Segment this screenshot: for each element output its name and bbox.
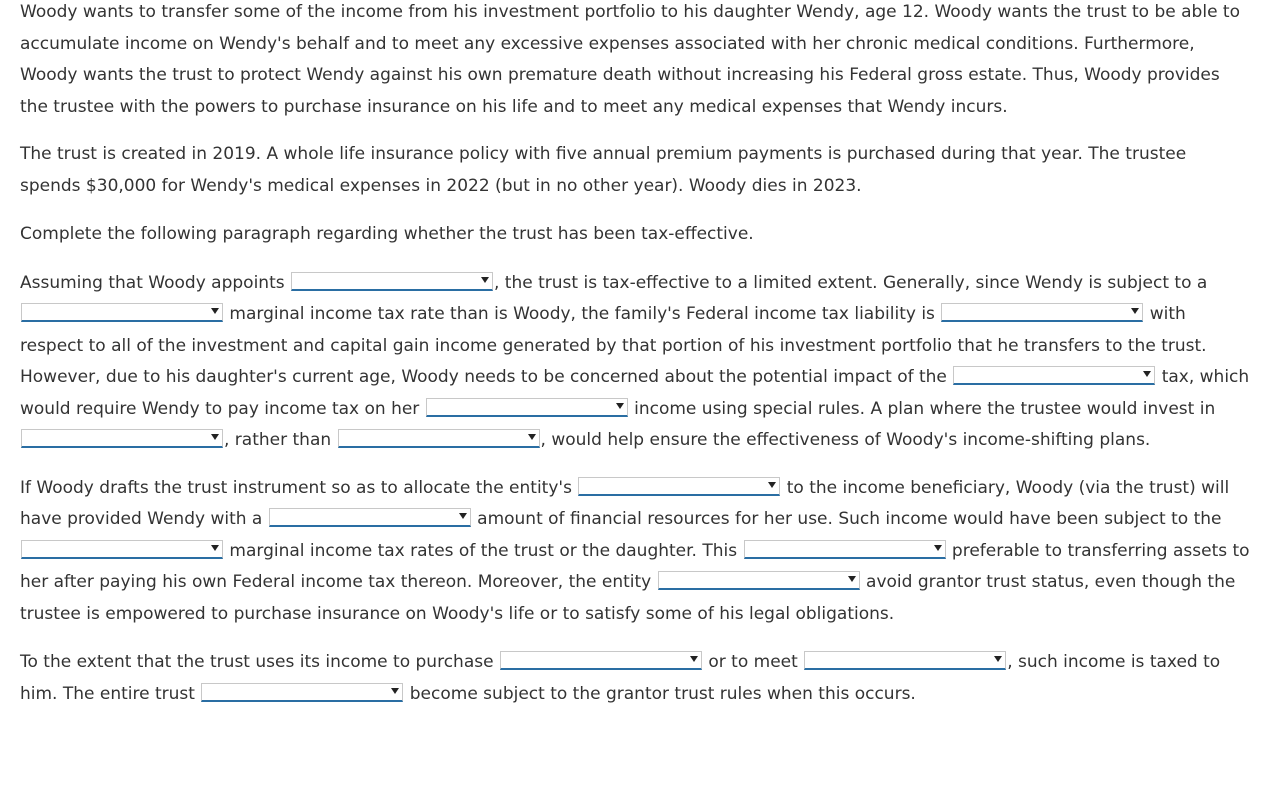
- dropdown-obligation[interactable]: [804, 651, 1006, 670]
- chevron-down-icon: [211, 308, 219, 314]
- paragraph-text: To the extent that the trust uses its income to purchase: [20, 652, 494, 672]
- dropdown-investment-alternative[interactable]: [338, 429, 540, 448]
- chevron-down-icon: [1143, 371, 1151, 377]
- chevron-down-icon: [459, 513, 467, 519]
- fill-in-paragraph-3: [20, 647, 1250, 710]
- paragraph-text: become subject to the grantor trust rules when this occurs.: [409, 683, 916, 704]
- dropdown-grantor-status[interactable]: [658, 571, 860, 590]
- paragraph-text: amount of financial resources for her use. Such income would have been subject to the: [477, 509, 1222, 529]
- paragraph-text: income using special rules. A plan where the trustee would invest in: [634, 398, 1216, 419]
- dropdown-trust-status[interactable]: [201, 683, 403, 702]
- chevron-down-icon: [528, 434, 536, 440]
- instruction-paragraph: Complete the following paragraph regarding whether the trust has been tax-effective.: [20, 224, 754, 244]
- paragraph-text: If Woody drafts the trust instrument so as to allocate the entity's: [20, 477, 572, 498]
- chevron-down-icon: [994, 656, 1002, 662]
- paragraph-text: marginal income tax rate than is Woody, the family's Federal income tax liability is: [229, 304, 935, 324]
- scenario-paragraph-2: The trust is created in 2019. A whole life insurance policy with five annual premium payments is purchased during that year. The trustee spends $30,000 for Wendy's medical expenses in 2022 (but in no other year). Woody dies in 2023.: [20, 144, 1187, 196]
- fill-in-paragraph-1: [20, 268, 1250, 457]
- chevron-down-icon: [1131, 308, 1139, 314]
- chevron-down-icon: [690, 656, 698, 662]
- chevron-down-icon: [934, 545, 942, 551]
- chevron-down-icon: [391, 688, 399, 694]
- dropdown-income-type[interactable]: [426, 398, 628, 417]
- paragraph-text: , the trust is tax-effective to a limited extent. Generally, since Wendy is subject to a: [494, 272, 1208, 293]
- paragraph-text: , rather than: [224, 430, 332, 450]
- dropdown-tax-type[interactable]: [953, 366, 1155, 385]
- chevron-down-icon: [768, 482, 776, 488]
- fill-in-paragraph-2: [20, 473, 1250, 631]
- paragraph-text: , would help ensure the effectiveness of Woody's income-shifting plans.: [540, 430, 1151, 450]
- chevron-down-icon: [211, 434, 219, 440]
- dropdown-preference[interactable]: [744, 540, 946, 559]
- paragraph-text: , such income is taxed to him. The entire trust: [20, 652, 1221, 704]
- dropdown-rate-comparison[interactable]: [21, 303, 223, 322]
- chevron-down-icon: [848, 576, 856, 582]
- paragraph-text: tax, which would require Wendy to pay income tax on her: [20, 367, 1250, 419]
- paragraph-text: preferable to transferring assets to her after paying his own Federal income tax thereon. Moreover, the entity: [20, 540, 1250, 592]
- paragraph-text: or to meet: [708, 652, 798, 672]
- chevron-down-icon: [616, 403, 624, 409]
- paragraph-text: marginal income tax rates of the trust or the daughter. This: [229, 540, 738, 561]
- paragraph-text: avoid grantor trust status, even though the trustee is empowered to purchase insurance on Woody's life or to satisfy some of his legal obligations.: [20, 572, 1236, 624]
- dropdown-marginal-rate[interactable]: [21, 540, 223, 559]
- paragraph-text: to the income beneficiary, Woody (via the trust) will have provided Wendy with a: [20, 477, 1230, 529]
- dropdown-investment-choice[interactable]: [21, 429, 223, 448]
- paragraph-text: with respect to all of the investment and capital gain income generated by that portion of his investment portfolio that he transfers to the trust. However, due to his daughter's current age, Woody needs to be concerned about the potential impact of the: [20, 304, 1207, 387]
- dropdown-tax-liability[interactable]: [941, 303, 1143, 322]
- scenario-paragraph-1: Woody wants to transfer some of the income from his investment portfolio to his daughter Wendy, age 12. Woody wants the trust to be able to accumulate income on Wendy's behalf and to meet any excessive expenses associated with her chronic medical conditions. Furthermore, Woody wants the trust to protect Wendy against his own premature death without increasing his Federal gross estate. Thus, Woody provides the trustee with the powers to purchase insurance on his life and to meet any medical expenses that Wendy incurs.: [20, 2, 1240, 117]
- paragraph-text: Assuming that Woody appoints: [20, 272, 285, 293]
- dropdown-trustee-choice[interactable]: [291, 272, 493, 291]
- dropdown-entity-allocation[interactable]: [578, 477, 780, 496]
- chevron-down-icon: [211, 545, 219, 551]
- dropdown-resource-amount[interactable]: [269, 508, 471, 527]
- dropdown-purchase-item[interactable]: [500, 651, 702, 670]
- chevron-down-icon: [481, 277, 489, 283]
